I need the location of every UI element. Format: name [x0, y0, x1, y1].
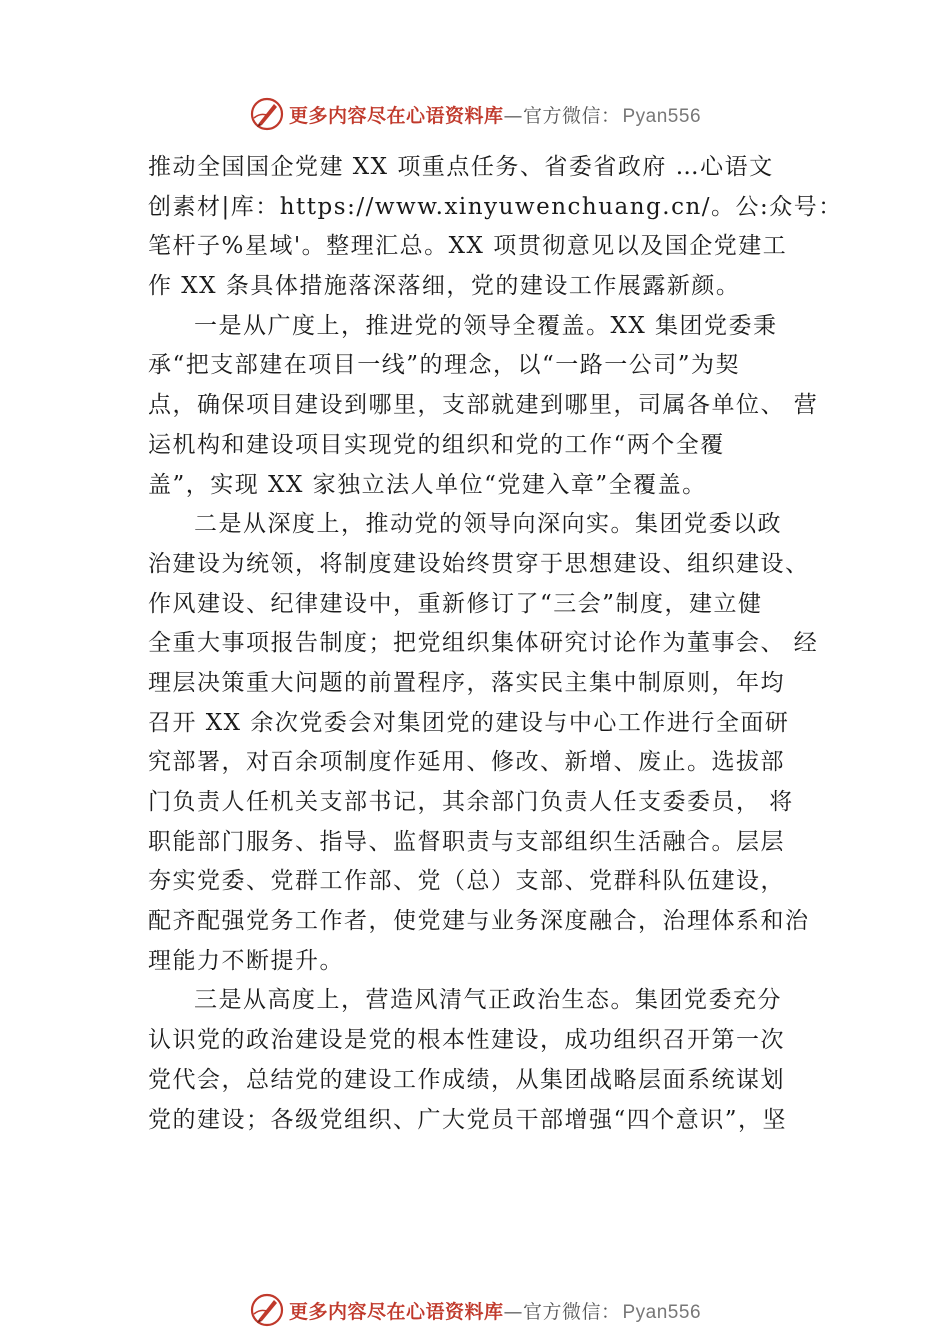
- header-banner-title: 更多内容尽在心语资料库: [288, 104, 504, 127]
- text-line: 理能力不断提升。: [148, 947, 344, 974]
- text-line: 全重大事项报告制度；把党组织集体研究讨论作为董事会、 经: [148, 630, 819, 657]
- footer-banner: [0, 1288, 950, 1332]
- footer-banner-title: 更多内容尽在心语资料库: [288, 1300, 504, 1323]
- pen-logo-icon: [249, 1292, 285, 1328]
- paragraph-start-line: 二是从深度上，推动党的领导向深向实。集团党委以政: [194, 511, 782, 538]
- text-line: 认识党的政治建设是党的根本性建设，成功组织召开第一次: [148, 1027, 785, 1054]
- text-line: 究部署，对百余项制度作延用、修改、新增、废止。选拔部: [148, 749, 785, 776]
- document-body: [148, 148, 843, 1140]
- text-line: 门负责人任机关支部书记，其余部门负责人任支委委员， 将: [148, 789, 794, 815]
- text-line: 作 XX 条具体措施落深落细，党的建设工作展露新颜。: [148, 273, 741, 300]
- footer-banner-wechat-id: Pyan556: [622, 1301, 702, 1323]
- paragraph-start-line: 三是从高度上，营造风清气正政治生态。集团党委充分: [194, 987, 782, 1014]
- text-line: 党的建设；各级党组织、广大党员干部增强“四个意识”，坚: [148, 1106, 788, 1133]
- footer-banner-text: [289, 1297, 701, 1324]
- text-line: 点，确保项目建设到哪里，支部就建到哪里，司属各单位、 营: [148, 392, 819, 419]
- text-line: 承“把支部建在项目一线”的理念，以“一路一公司”为契: [148, 352, 741, 379]
- text-line: 党代会，总结党的建设工作成绩，从集团战略层面系统谋划: [148, 1066, 785, 1093]
- text-line: 推动全国国企党建 XX 项重点任务、省委省政府 …心语文: [148, 154, 774, 180]
- text-line: 理层决策重大问题的前置程序，落实民主集中制原则，年均: [148, 669, 785, 696]
- text-line: 职能部门服务、指导、监督职责与支部组织生活融合。层层: [148, 828, 785, 855]
- text-line: 召开 XX 余次党委会对集团党的建设与中心工作进行全面研: [148, 709, 790, 736]
- header-banner-text: [289, 101, 701, 128]
- header-banner: [0, 92, 950, 136]
- header-banner-wechat-id: Pyan556: [622, 105, 702, 127]
- text-line: 运机构和建设项目实现党的组织和党的工作“两个全覆: [148, 431, 725, 458]
- footer-banner-dash: —: [503, 1300, 523, 1323]
- footer-banner-wechat-label: 官方微信：: [522, 1300, 621, 1323]
- text-line: 配齐配强党务工作者，使党建与业务深度融合，治理体系和治: [148, 908, 810, 935]
- text-line: 创素材|库：https://www.xinyuwenchuang.cn/。公:众号：: [148, 193, 843, 220]
- header-banner-wechat-label: 官方微信：: [522, 104, 621, 127]
- text-line: 盖”，实现 XX 家独立法人单位“党建入章”全覆盖。: [148, 471, 707, 498]
- text-line: 治建设为统领，将制度建设始终贯穿于思想建设、组织建设、: [148, 550, 810, 577]
- text-line: 笔杆子%星域'。整理汇总。XX 项贯彻意见以及国企党建工: [148, 233, 788, 260]
- text-line: 夯实党委、党群工作部、党（总）支部、党群科队伍建设，: [148, 868, 785, 895]
- pen-logo-icon: [249, 96, 285, 132]
- paragraph-start-line: 一是从广度上，推进党的领导全覆盖。XX 集团党委秉: [194, 312, 778, 339]
- text-line: 作风建设、纪律建设中，重新修订了“三会”制度，建立健: [148, 590, 763, 617]
- header-banner-dash: —: [503, 104, 523, 127]
